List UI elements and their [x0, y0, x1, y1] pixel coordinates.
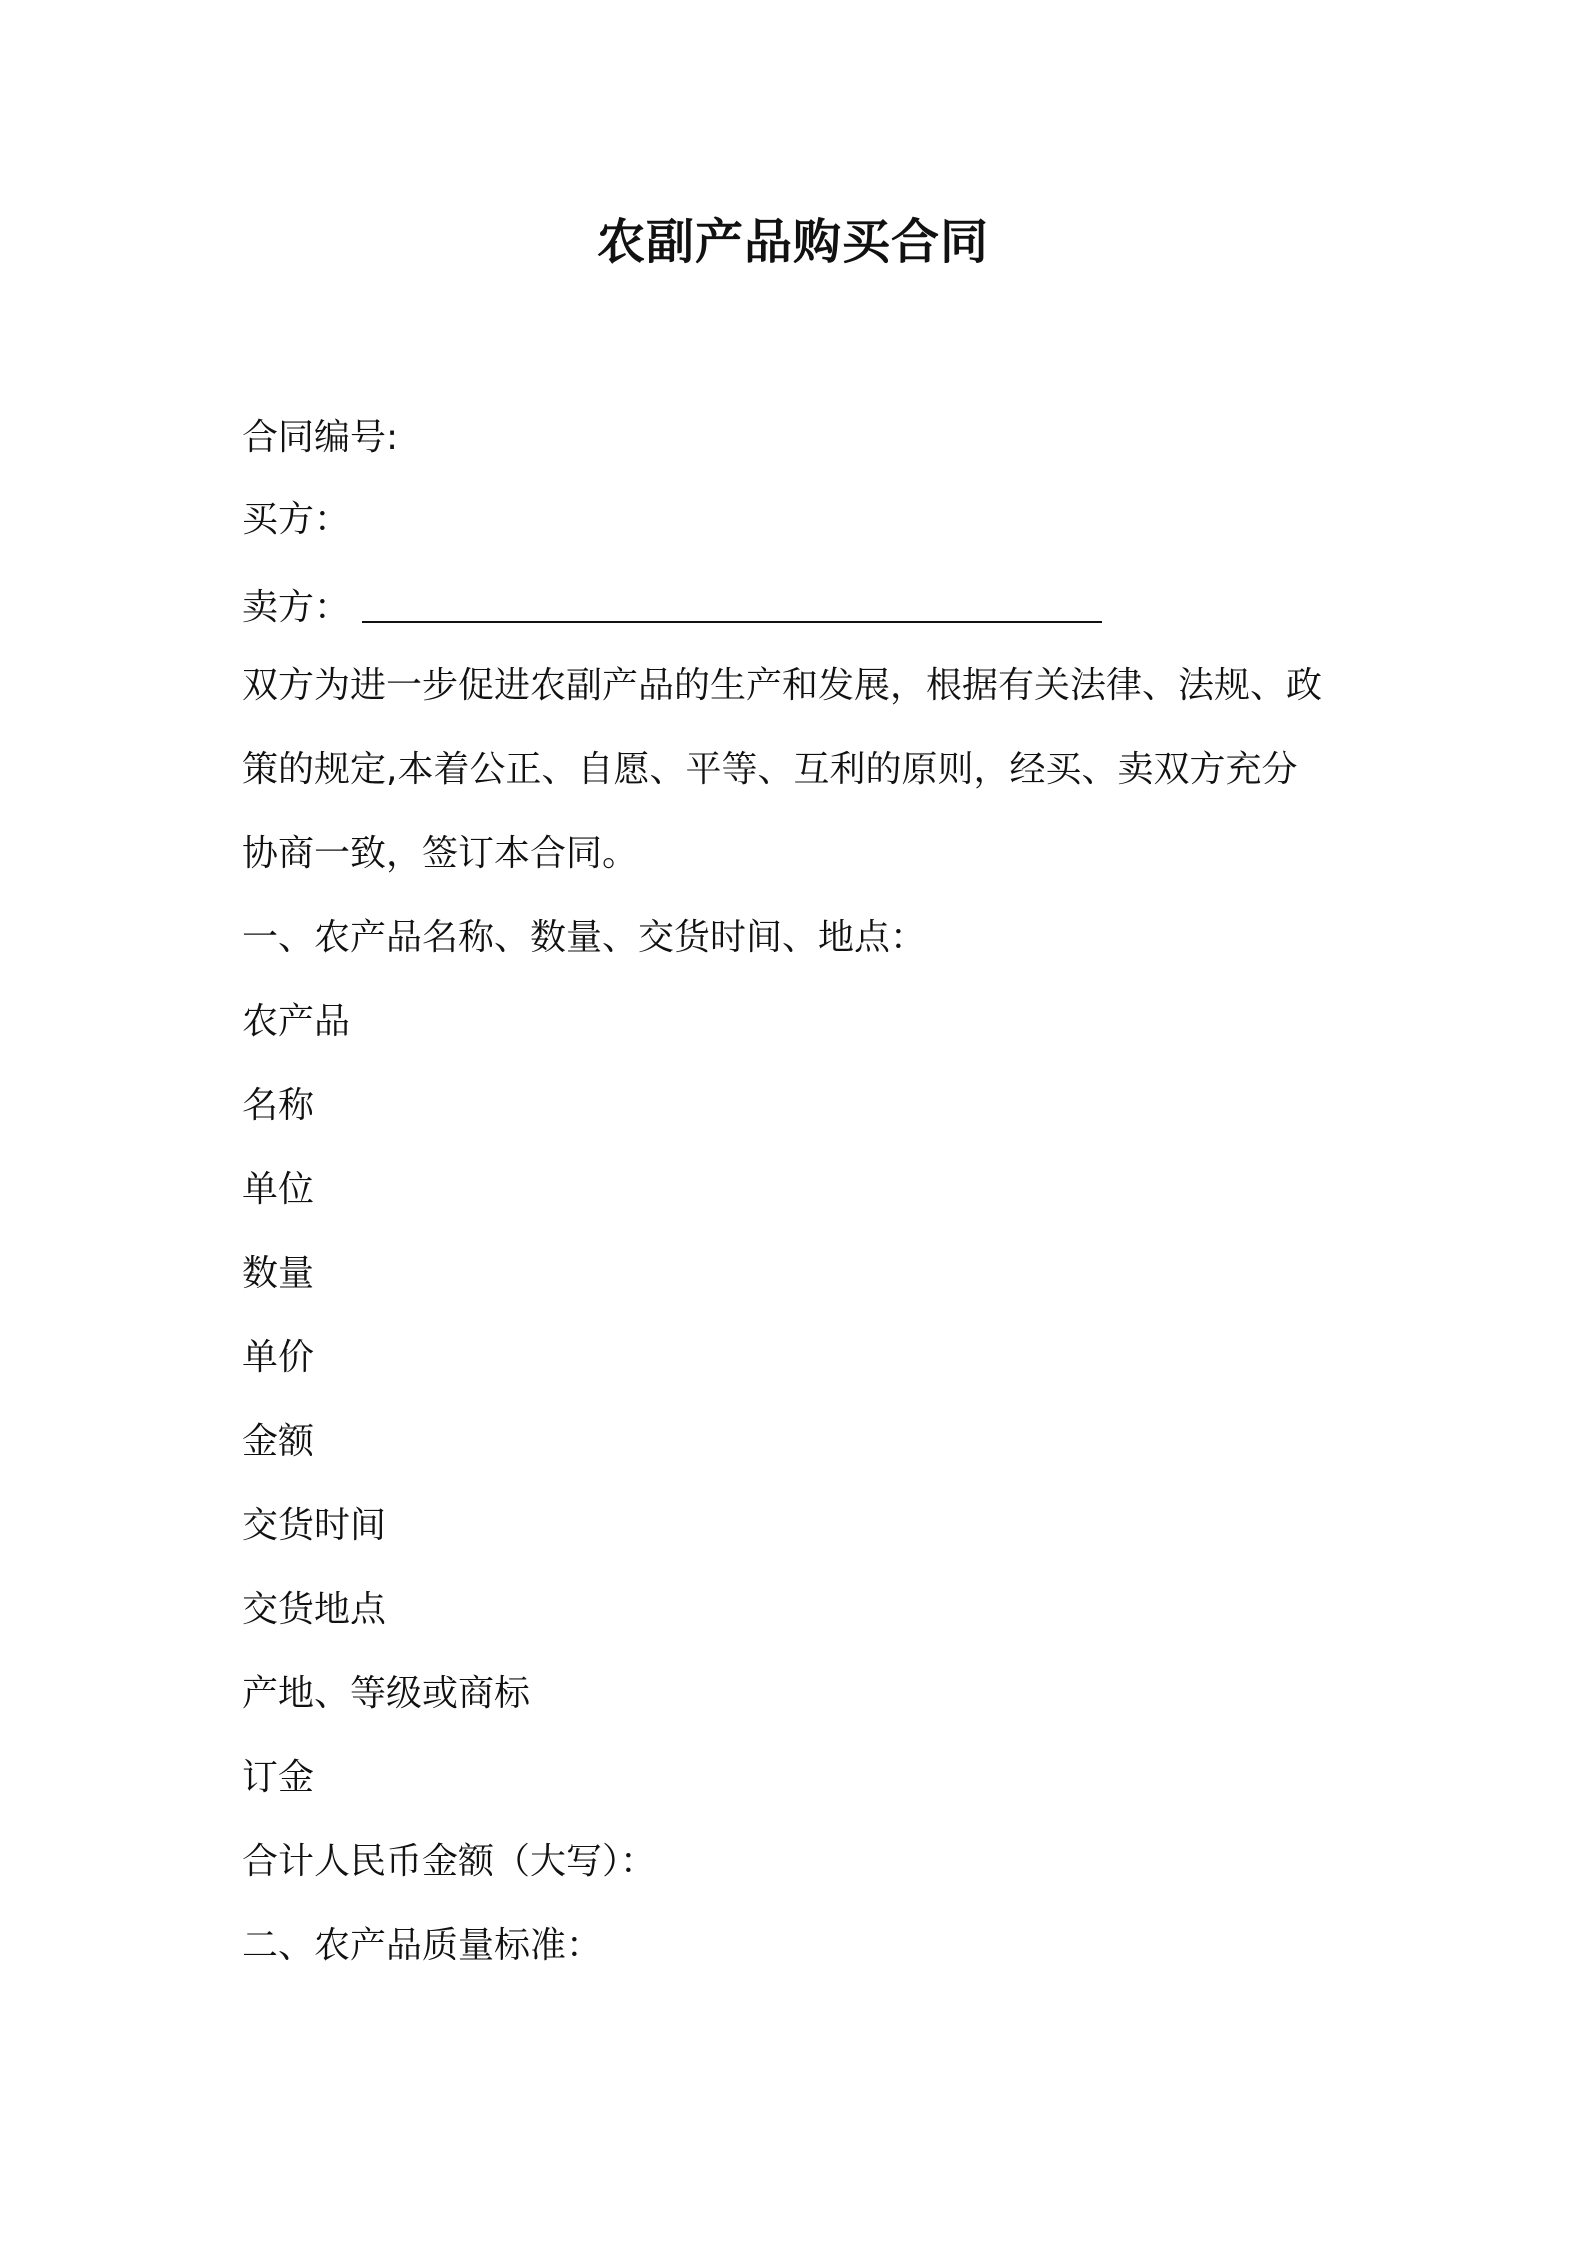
item-label: 农产品	[242, 1001, 351, 1042]
item-label: 交货时间	[242, 1505, 387, 1546]
item-label: 数量	[242, 1253, 315, 1294]
item-label: 单价	[242, 1337, 315, 1378]
contract-number-label: 合同编号:	[242, 417, 399, 458]
item-label: 交货地点	[242, 1589, 387, 1630]
intro-line-3: 协商一致，签订本合同。	[242, 833, 639, 874]
item-label: 金额	[242, 1421, 315, 1462]
total-amount-label: 合计人民币金额（大写）：	[242, 1841, 657, 1882]
section-2-heading: 二、农产品质量标准：	[242, 1925, 603, 1966]
item-label: 名称	[242, 1085, 315, 1126]
item-label: 产地、等级或商标	[242, 1673, 531, 1714]
item-label: 订金	[242, 1757, 315, 1798]
document-title: 农副产品购买合同	[596, 214, 989, 270]
seller-blank-line	[362, 621, 1102, 623]
intro-line-2: 策的规定,本着公正、自愿、平等、互利的原则，经买、卖双方充分	[242, 749, 1298, 790]
intro-line-1: 双方为进一步促进农副产品的生产和发展，根据有关法律、法规、政	[242, 665, 1323, 706]
seller-label: 卖方：	[242, 587, 351, 628]
section-1-heading: 一、农产品名称、数量、交货时间、地点：	[242, 917, 927, 958]
seller-row	[242, 586, 1102, 630]
item-label: 单位	[242, 1169, 315, 1210]
buyer-label: 买方：	[242, 499, 351, 540]
